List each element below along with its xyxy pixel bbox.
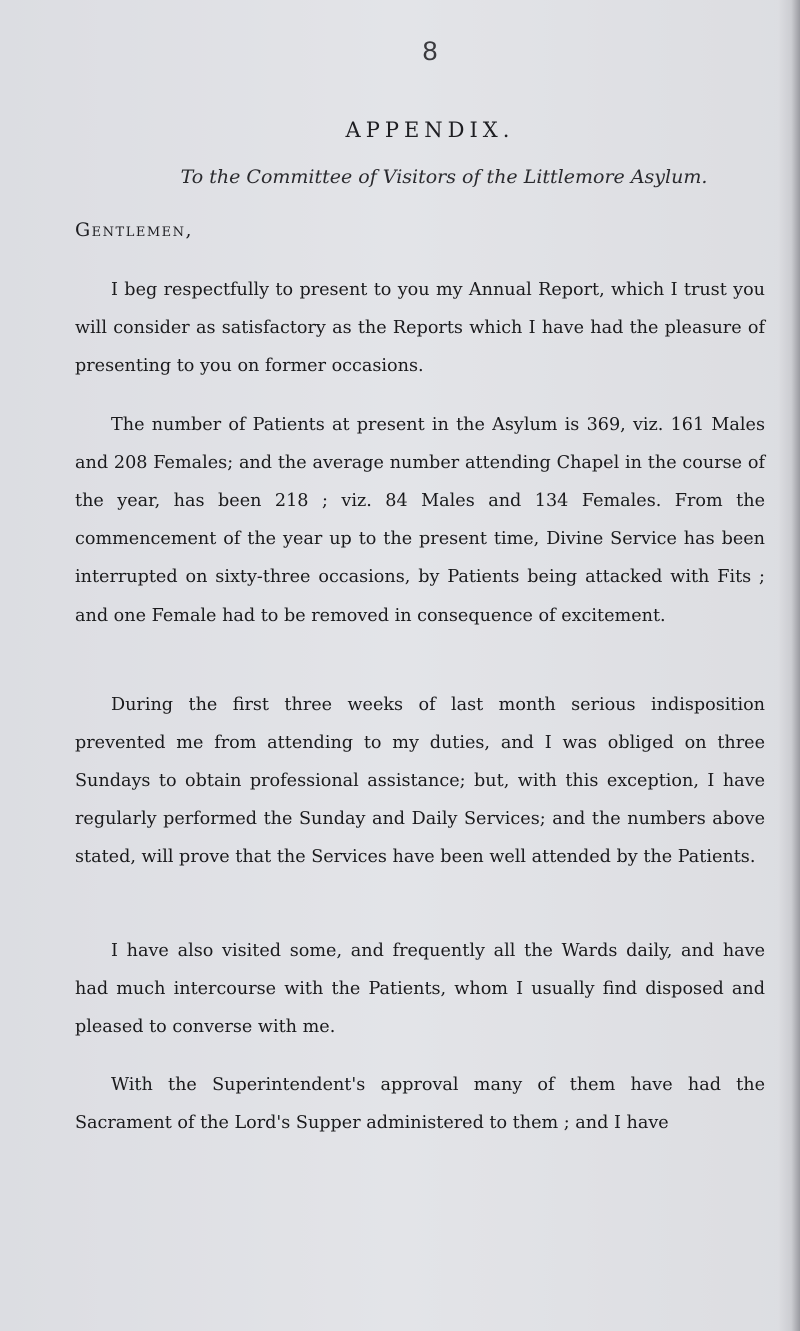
paragraph-annual-report: I beg respectfully to present to you my Annual Report, which I trust you will consider as satisfactory as the Reports which I have had the pleasure of presenting to you on former occasions.: [75, 279, 765, 376]
appendix-heading: APPENDIX.: [345, 118, 515, 142]
page-number: 8: [422, 36, 438, 66]
paragraph-sacrament: With the Superintendent's approval many of them have had the Sacrament of the Lord's Supper administered to them ; and I have: [75, 1074, 765, 1133]
address-line: To the Committee of Visitors of the Littlemore Asylum.: [180, 166, 708, 188]
paragraph-ward-visits: I have also visited some, and frequently all the Wards daily, and have had much intercourse with the Patients, whom I usually find disposed and pleased to converse with me.: [75, 940, 765, 1037]
paragraph-indisposition: During the first three weeks of last month serious indisposition prevented me from attending to my duties, and I was obliged on three Sundays to obtain professional assistance; but, with this exception, I have regularly performed the Sunday and Daily Services; and the numbers above stated, will prove that the Services have been well attended by the Patients.: [75, 694, 765, 868]
page-edge-shadow: [778, 0, 800, 1331]
paragraph-patient-numbers: The number of Patients at present in the Asylum is 369, viz. 161 Males and 208 Females; and the average number attending Chapel in the course of the year, has been 218 ; viz. 84 Males and 134 Females. From the commencement of the year up to the present time, Divine Service has been interrupted on sixty-three occasions, by Patients being attacked with Fits ; and one Female had to be removed in consequence of excitement.: [75, 414, 765, 626]
salutation: Gentlemen,: [75, 219, 194, 241]
